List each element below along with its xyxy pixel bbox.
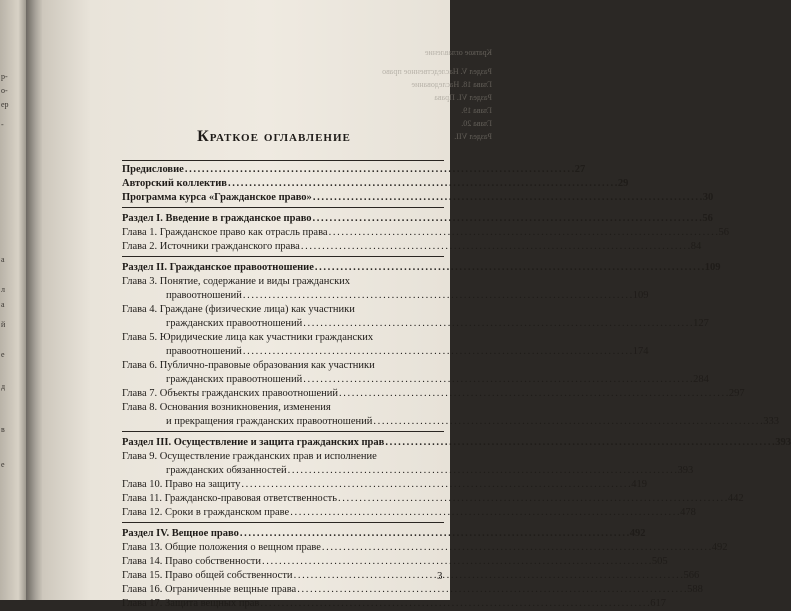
- bleed-line: Глава 20.: [461, 119, 492, 128]
- divider: [122, 207, 444, 208]
- toc-section-page: 393: [775, 437, 791, 448]
- toc-chapter-page: 617: [650, 598, 666, 609]
- bleed-line: Раздел VI. Права: [434, 93, 492, 102]
- toc-chapter: [122, 555, 668, 569]
- toc-section-title: Раздел III. Осуществление и защита гражданских прав: [122, 437, 385, 448]
- left-page-fragment: е: [1, 460, 5, 469]
- toc-chapter-page: 566: [683, 570, 700, 581]
- toc-section-3: [122, 436, 791, 450]
- page-number: 3: [437, 570, 443, 582]
- toc-chapter-label: Глава 8. Основания возникновения, изменения: [122, 402, 331, 413]
- toc-chapter-label-cont: гражданских правоотношений: [166, 318, 303, 329]
- divider: [122, 522, 444, 523]
- left-page-fragment: а: [1, 300, 5, 309]
- toc-chapter-page: 478: [680, 507, 696, 518]
- bleed-line: Раздел VII.: [454, 132, 492, 141]
- left-page-fragment: в: [1, 425, 5, 434]
- toc-chapter-label: Глава 7. Объекты гражданских правоотношений: [122, 388, 338, 399]
- toc-section-2: [122, 261, 721, 275]
- toc-section-page: 56: [702, 213, 713, 224]
- toc-chapter-label: Глава 17. Защита вещных прав: [122, 598, 260, 609]
- toc-section-1: [122, 212, 713, 226]
- toc-chapter-label: Глава 16. Ограниченные вещные права: [122, 584, 297, 595]
- toc-section-title: Раздел IV. Вещное право: [122, 528, 239, 539]
- divider: [122, 256, 444, 257]
- toc-chapter-page: 56: [718, 227, 729, 238]
- toc-entry-label: Предисловие: [122, 164, 184, 175]
- toc-chapter-page: 284: [693, 374, 709, 385]
- toc-chapter-page: 84: [690, 241, 702, 252]
- toc-chapter-label: Глава 2. Источники гражданского права: [122, 241, 300, 252]
- toc-section-title: Раздел II. Гражданское правоотношение: [122, 262, 314, 273]
- bleed-line: Краткое оглавление: [424, 48, 492, 57]
- bleed-line: Глава 18. Наследование: [411, 80, 492, 89]
- toc-chapter-label-cont: гражданских обязанностей: [166, 465, 287, 476]
- left-page-edge: [0, 0, 26, 600]
- toc-chapter: [122, 569, 700, 583]
- page-title: Краткое оглавление: [197, 128, 351, 145]
- toc-chapter-page: 505: [651, 556, 668, 567]
- toc-chapter-page: 588: [687, 584, 703, 595]
- left-page-fragment: й: [1, 320, 6, 329]
- toc-chapter-page: 333: [763, 416, 780, 427]
- divider: [122, 431, 444, 432]
- toc-chapter-label: Глава 4. Граждане (физические лица) как участники: [122, 304, 355, 315]
- divider: [122, 160, 444, 161]
- toc-entry-preface: [122, 163, 586, 177]
- toc-chapter-label: Глава 15. Право общей собственности: [122, 570, 293, 581]
- toc-chapter: [122, 583, 703, 597]
- toc-entry-page: 29: [617, 178, 629, 189]
- toc-chapter: [122, 478, 648, 492]
- left-page-fragment: р-: [1, 72, 8, 81]
- toc-chapter: [122, 541, 728, 555]
- toc-chapter: [122, 226, 729, 240]
- toc-section-page: 492: [629, 528, 646, 539]
- toc-chapter: [122, 401, 780, 429]
- bleed-line: Глава 19.: [461, 106, 492, 115]
- toc-entry-label: Программа курса «Гражданское право»: [122, 192, 312, 203]
- toc-chapter-label: Глава 12. Сроки в гражданском праве: [122, 507, 290, 518]
- toc-chapter-page: 393: [677, 465, 694, 476]
- left-page-fragment: о-: [1, 86, 8, 95]
- bleed-through-text: [372, 0, 492, 140]
- toc-chapter-page: 174: [632, 346, 649, 357]
- toc-chapter: [122, 303, 709, 331]
- book-page: [42, 0, 791, 609]
- toc-chapter-page: 419: [631, 479, 648, 490]
- toc-chapter-page: 109: [632, 290, 649, 301]
- left-page-fragment: л: [1, 285, 5, 294]
- toc-chapter-label: Глава 10. Право на защиту: [122, 479, 241, 490]
- left-page-fragment: е: [1, 350, 5, 359]
- toc-chapter-label: Глава 9. Осуществление гражданских прав и исполнение: [122, 451, 377, 462]
- toc-chapter-label: Глава 6. Публично-правовые образования как участники: [122, 360, 375, 371]
- toc-chapter-label-cont: правоотношений: [166, 346, 242, 357]
- toc-chapter-label-cont: и прекращения гражданских правоотношений: [166, 416, 373, 427]
- toc-chapter: [122, 387, 745, 401]
- toc-entry-program: [122, 191, 714, 205]
- toc-chapter-label: Глава 3. Понятие, содержание и виды гражданских: [122, 276, 351, 287]
- left-page-fragment: а: [1, 255, 5, 264]
- left-page-fragment: д: [1, 382, 6, 391]
- toc-chapter: [122, 240, 702, 254]
- toc-entry-page: 27: [574, 164, 586, 175]
- toc-chapter-label: Глава 13. Общие положения о вещном праве: [122, 542, 321, 553]
- toc-chapter-label: Глава 1. Гражданское право как отрасль права: [122, 227, 328, 238]
- toc-chapter-page: 297: [728, 388, 745, 399]
- toc-chapter-label: Глава 14. Право собственности: [122, 556, 261, 567]
- toc-entry-page: 30: [702, 192, 714, 203]
- toc-chapter-label: Глава 5. Юридические лица как участники гражданских: [122, 332, 374, 343]
- toc-chapter: [122, 331, 649, 359]
- toc-entry-authors: [122, 177, 629, 191]
- toc-chapter: [122, 450, 694, 478]
- bleed-line: Раздел V. Наследственное право: [382, 67, 492, 76]
- toc-section-4: [122, 527, 646, 541]
- left-page-fragment: -: [1, 120, 4, 129]
- toc-chapter-page: 442: [727, 493, 744, 504]
- toc-chapter: [122, 275, 649, 303]
- left-page-fragment: ер: [1, 100, 9, 109]
- toc-chapter: [122, 597, 666, 611]
- toc-chapter: [122, 359, 709, 387]
- toc-entry-label: Авторский коллектив: [122, 178, 227, 189]
- toc-chapter-label-cont: правоотношений: [166, 290, 242, 301]
- toc-section-page: 109: [704, 262, 721, 273]
- table-of-contents: [122, 160, 791, 611]
- toc-chapter-page: 127: [693, 318, 709, 329]
- toc-chapter: [122, 492, 744, 506]
- book-gutter: [26, 0, 42, 600]
- toc-chapter-page: 492: [711, 542, 728, 553]
- toc-chapter-label: Глава 11. Гражданско-правовая ответственность: [122, 493, 337, 504]
- toc-chapter: [122, 506, 696, 520]
- toc-chapter-label-cont: гражданских правоотношений: [166, 374, 303, 385]
- toc-section-title: Раздел I. Введение в гражданское право: [122, 213, 312, 224]
